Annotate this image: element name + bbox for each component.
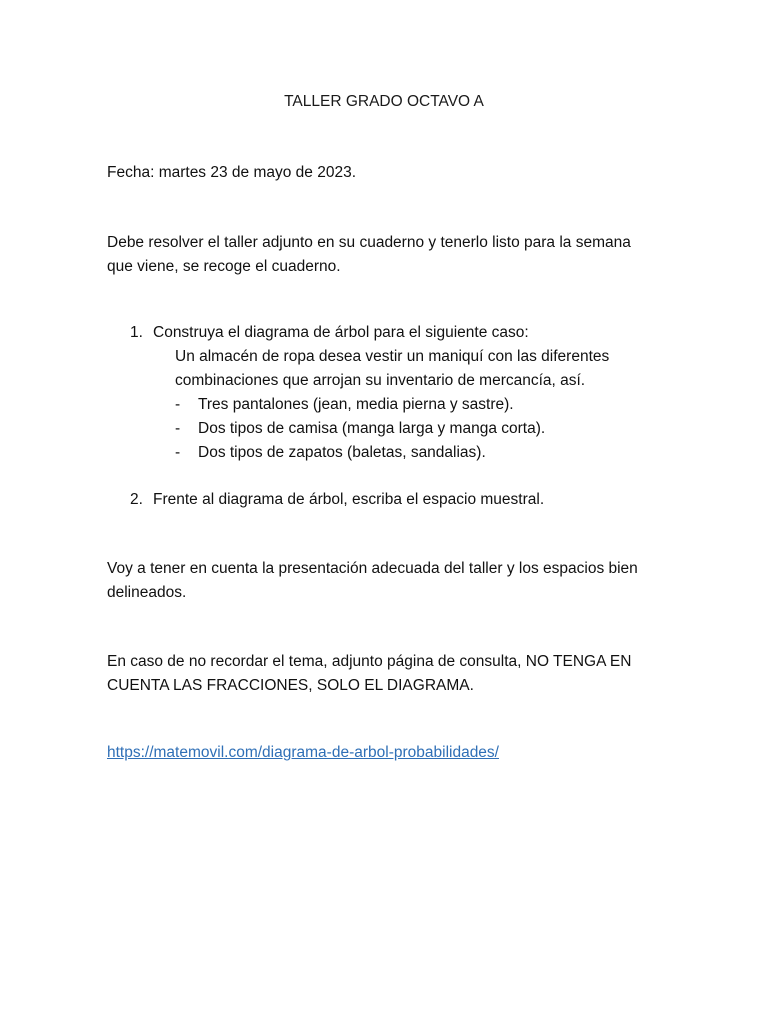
bullet-camisa: Dos tipos de camisa (manga larga y manga corta). <box>198 420 546 437</box>
bullet-marker: - <box>175 396 181 413</box>
bullet-marker: - <box>175 420 181 437</box>
reference-note-line-1: En caso de no recordar el tema, adjunto página de consulta, NO TENGA EN <box>107 653 632 670</box>
item-2-text: Frente al diagrama de árbol, escriba el espacio muestral. <box>153 491 545 508</box>
item-2-number: 2. <box>130 491 143 508</box>
reference-link[interactable]: https://matemovil.com/diagrama-de-arbol-probabilidades/ <box>107 744 499 761</box>
bullet-marker: - <box>175 444 181 461</box>
document-title: TALLER GRADO OCTAVO A <box>284 93 484 110</box>
item-1-description-line-2: combinaciones que arrojan su inventario de mercancía, así. <box>175 372 586 389</box>
presentation-note-line-2: delineados. <box>107 584 187 601</box>
item-1-description-line-1: Un almacén de ropa desea vestir un maniquí con las diferentes <box>175 348 610 365</box>
presentation-note-line-1: Voy a tener en cuenta la presentación adecuada del taller y los espacios bien <box>107 560 638 577</box>
reference-note-line-2: CUENTA LAS FRACCIONES, SOLO EL DIAGRAMA. <box>107 677 474 694</box>
intro-line-2: que viene, se recoge el cuaderno. <box>107 258 341 275</box>
bullet-zapatos: Dos tipos de zapatos (baletas, sandalias). <box>198 444 486 461</box>
intro-line-1: Debe resolver el taller adjunto en su cuaderno y tenerlo listo para la semana <box>107 234 631 251</box>
item-1-number: 1. <box>130 324 143 341</box>
bullet-pantalones: Tres pantalones (jean, media pierna y sastre). <box>198 396 514 413</box>
item-1-text: Construya el diagrama de árbol para el siguiente caso: <box>153 324 529 341</box>
date-line: Fecha: martes 23 de mayo de 2023. <box>107 164 357 181</box>
